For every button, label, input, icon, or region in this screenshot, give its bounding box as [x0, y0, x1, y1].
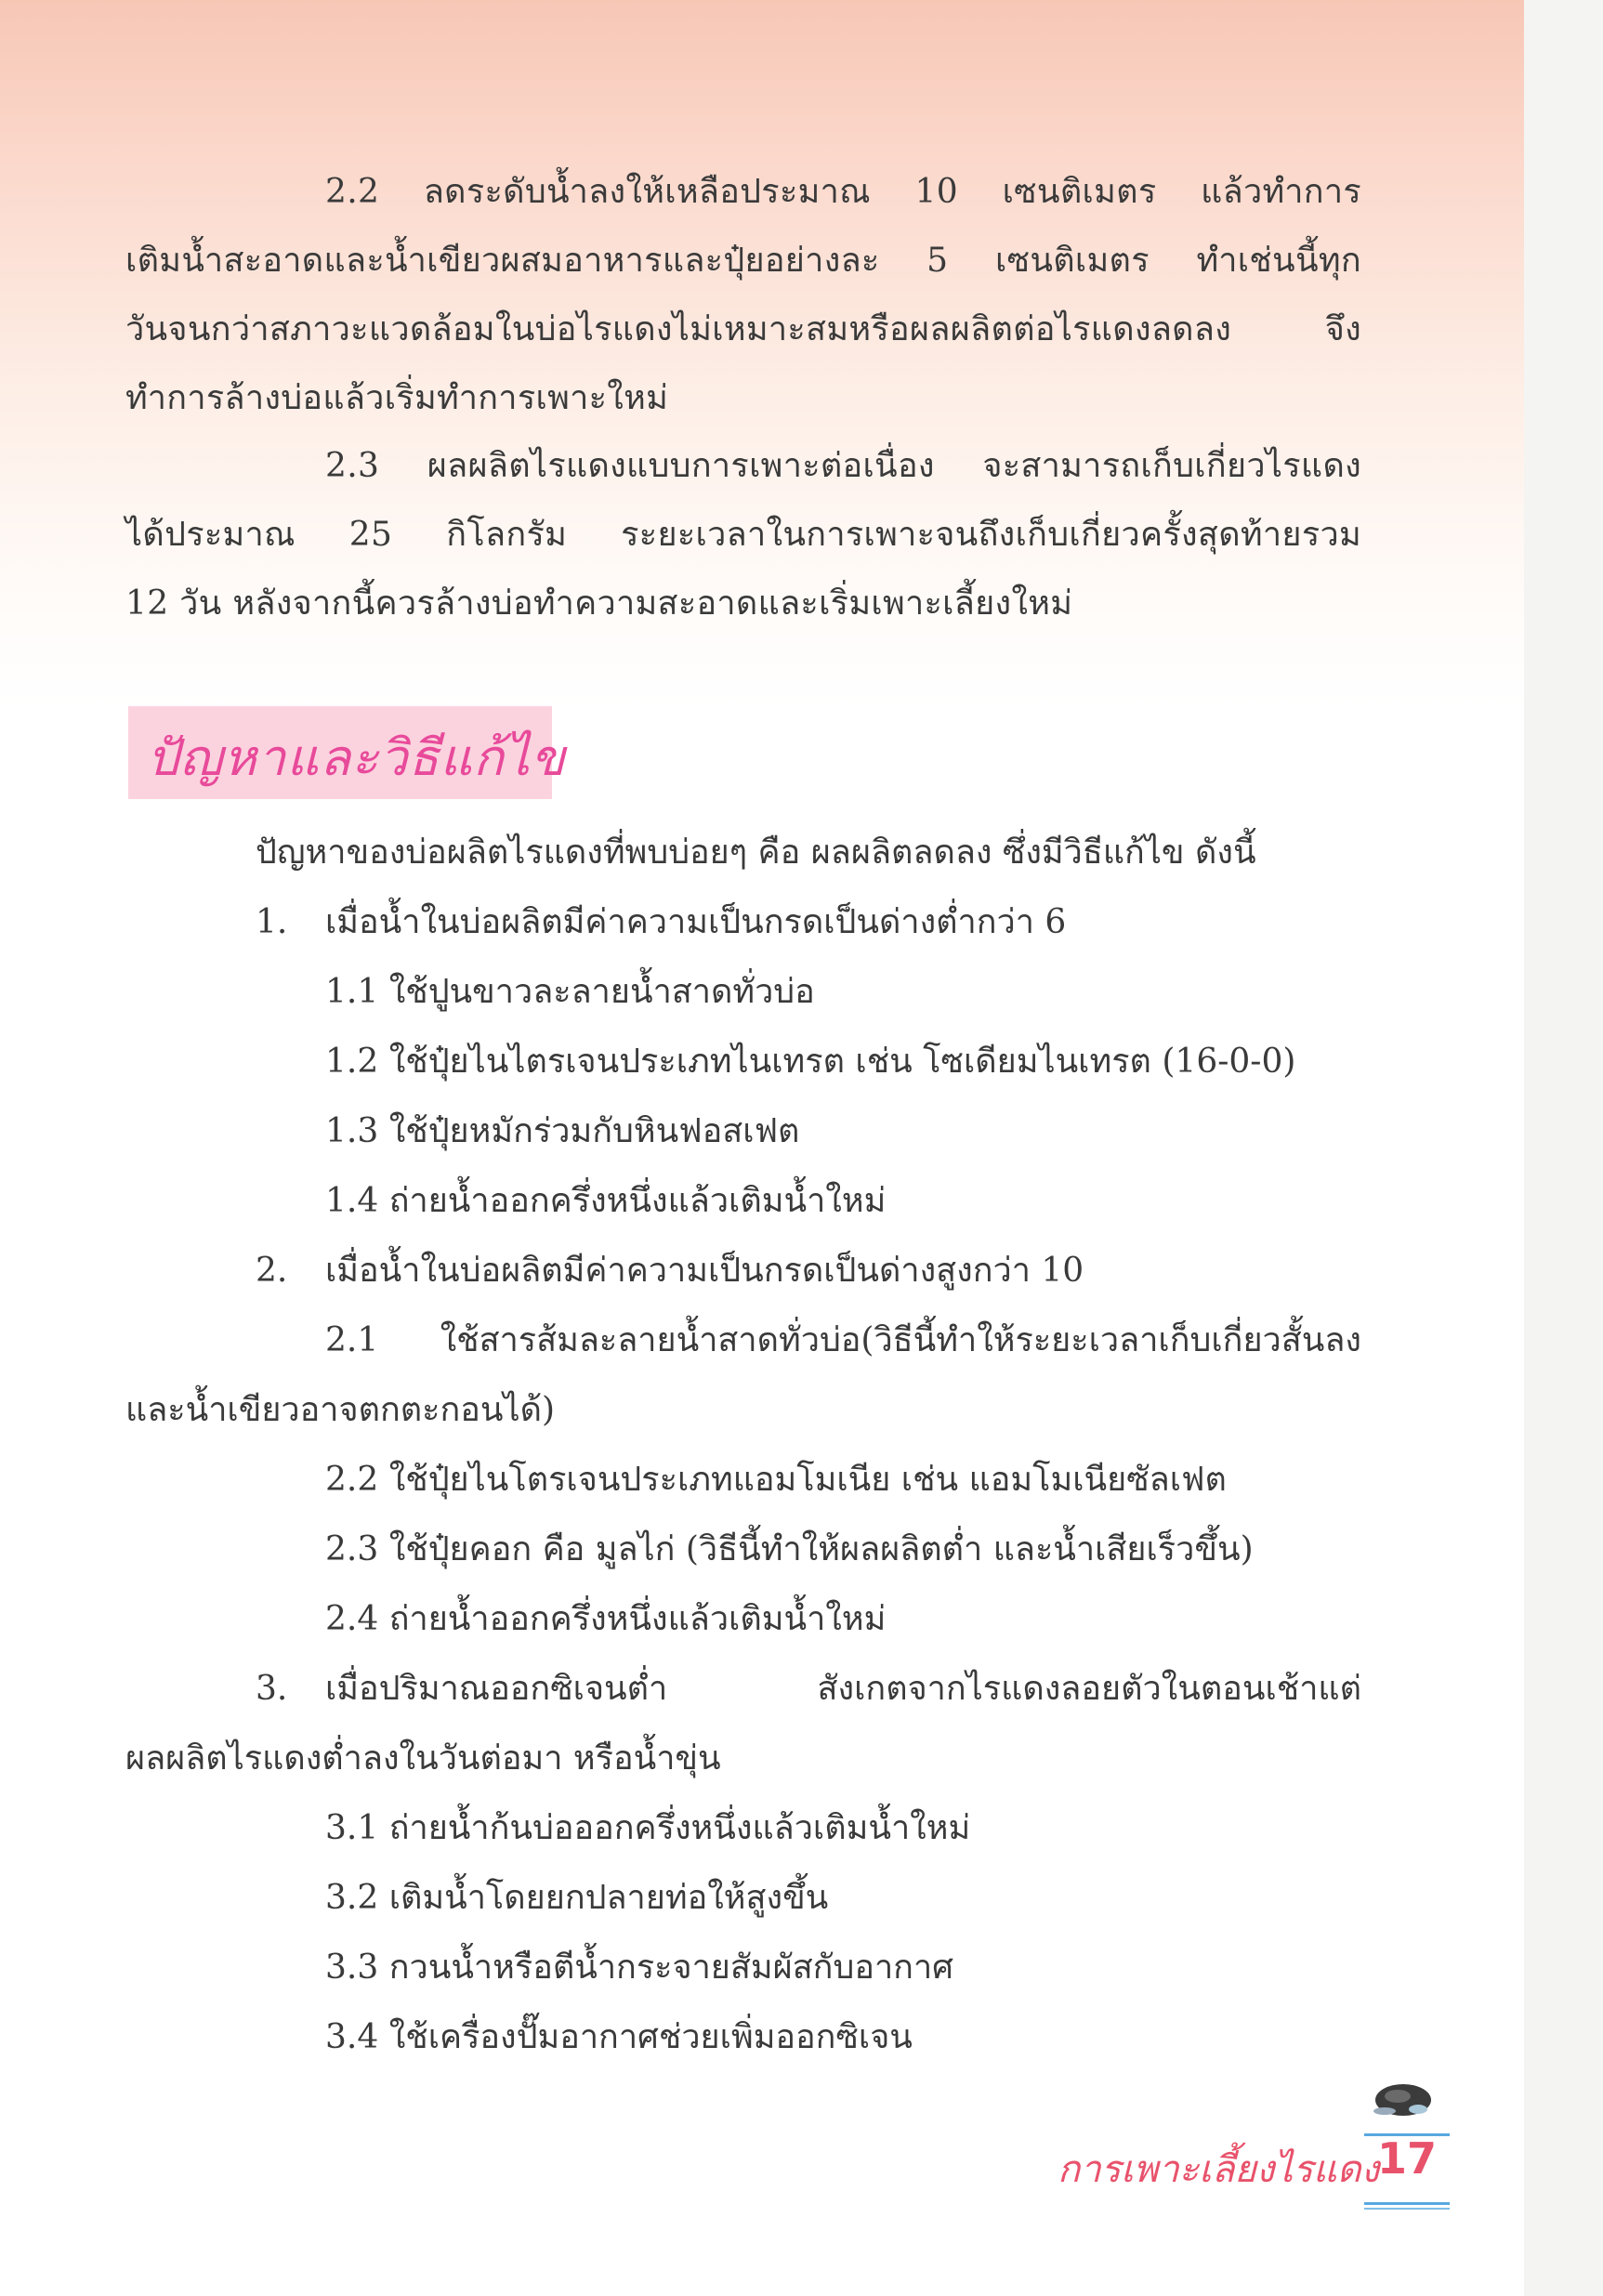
section-heading: ปัญหาและวิธีแก้ไข: [147, 728, 566, 787]
problem-number: 3.: [256, 1670, 288, 1708]
page-number: 17: [1377, 2133, 1438, 2184]
problem-number: 1.: [256, 903, 288, 941]
text-line: 2.2 ลดระดับน้ำลงให้เหลือประมาณ 10 เซนติเมตร แล้วทำการ: [325, 173, 1361, 211]
page-number-rule-bottom: [1364, 2208, 1450, 2210]
problem-text: เมื่อน้ำในบ่อผลิตมีค่าความเป็นกรดเป็นด่างต่ำกว่า 6: [325, 903, 1067, 941]
paragraph-2-2: [125, 158, 1361, 433]
solution-item: 3.1 ถ่ายน้ำก้นบ่อออกครึ่งหนึ่งแล้วเติมน้ำใหม่: [325, 1809, 971, 1847]
solution-item: 3.4 ใช้เครื่องปั๊มอากาศช่วยเพิ่มออกซิเจน: [325, 2018, 913, 2056]
paragraph-2-3: [125, 432, 1361, 638]
solution-item: 3.3 กวนน้ำหรือตีน้ำกระจายสัมผัสกับอากาศ: [325, 1948, 954, 1987]
problem-item: [125, 887, 1361, 957]
problem-item: [125, 1236, 1361, 1305]
solution-item: 1.3 ใช้ปุ๋ยหมักร่วมกับหินฟอสเฟต: [325, 1112, 800, 1150]
solution-item: 1.1 ใช้ปูนขาวละลายน้ำสาดทั่วบ่อ: [325, 973, 815, 1011]
solution-item: 2.1 ใช้สารส้มละลายน้ำสาดทั่วบ่อ(วิธีนี้ทำให้ระยะเวลาเก็บเกี่ยวสั้นลง: [325, 1321, 1361, 1359]
problem-text: เมื่อน้ำในบ่อผลิตมีค่าความเป็นกรดเป็นด่างสูงกว่า 10: [325, 1252, 1084, 1290]
text-line: 12 วัน หลังจากนี้ควรล้างบ่อทำความสะอาดและเริ่มเพาะเลี้ยงใหม่: [125, 584, 1073, 623]
page-number-rule-bottom: [1364, 2202, 1450, 2205]
problem-text: เมื่อปริมาณออกซิเจนต่ำ สังเกตจากไรแดงลอยตัวในตอนเช้าแต่: [325, 1670, 1361, 1708]
footer-title: การเพาะเลี้ยงไรแดง: [1058, 2148, 1380, 2191]
solution-item: 3.2 เติมน้ำโดยยกปลายท่อให้สูงขึ้น: [325, 1879, 829, 1917]
bloodworm-icon: [1366, 2072, 1440, 2123]
problem-number: 2.: [256, 1252, 288, 1290]
solution-item: 2.2 ใช้ปุ๋ยไนโตรเจนประเภทแอมโมเนีย เช่น แอมโมเนียซัลเฟต: [325, 1461, 1227, 1499]
solution-item-continued: และน้ำเขียวอาจตกตะกอนได้): [125, 1391, 556, 1429]
text-line: ได้ประมาณ 25 กิโลกรัม ระยะเวลาในการเพาะจนถึงเก็บเกี่ยวครั้งสุดท้ายรวม: [125, 516, 1361, 554]
text-line: 2.3 ผลผลิตไรแดงแบบการเพาะต่อเนื่อง จะสามารถเก็บเกี่ยวไรแดง: [325, 447, 1361, 485]
problems-list: [125, 818, 1361, 2072]
intro-text: ปัญหาของบ่อผลิตไรแดงที่พบบ่อยๆ คือ ผลผลิตลดลง ซึ่งมีวิธีแก้ไข ดังนี้: [256, 833, 1256, 872]
problem-text-continued: ผลผลิตไรแดงต่ำลงในวันต่อมา หรือน้ำขุ่น: [125, 1739, 721, 1778]
text-line: ทำการล้างบ่อแล้วเริ่มทำการเพาะใหม่: [125, 379, 669, 417]
solution-item: 1.2 ใช้ปุ๋ยไนไตรเจนประเภทไนเทรต เช่น โซเดียมไนเทรต (16-0-0): [325, 1043, 1296, 1081]
page-margin: [1524, 0, 1603, 2296]
solution-item: 2.4 ถ่ายน้ำออกครึ่งหนึ่งแล้วเติมน้ำใหม่: [325, 1600, 887, 1638]
solution-item: 1.4 ถ่ายน้ำออกครึ่งหนึ่งแล้วเติมน้ำใหม่: [325, 1182, 887, 1220]
solution-item: 2.3 ใช้ปุ๋ยคอก คือ มูลไก่ (วิธีนี้ทำให้ผลผลิตต่ำ และน้ำเสียเร็วขึ้น): [325, 1530, 1254, 1568]
text-line: วันจนกว่าสภาวะแวดล้อมในบ่อไรแดงไม่เหมาะสมหรือผลผลิตต่อไรแดงลดลง จึง: [125, 310, 1361, 348]
text-line: เติมน้ำสะอาดและน้ำเขียวผสมอาหารและปุ๋ยอย่างละ 5 เซนติเมตร ทำเช่นนี้ทุก: [125, 242, 1361, 280]
problem-item: [125, 1654, 1361, 1724]
